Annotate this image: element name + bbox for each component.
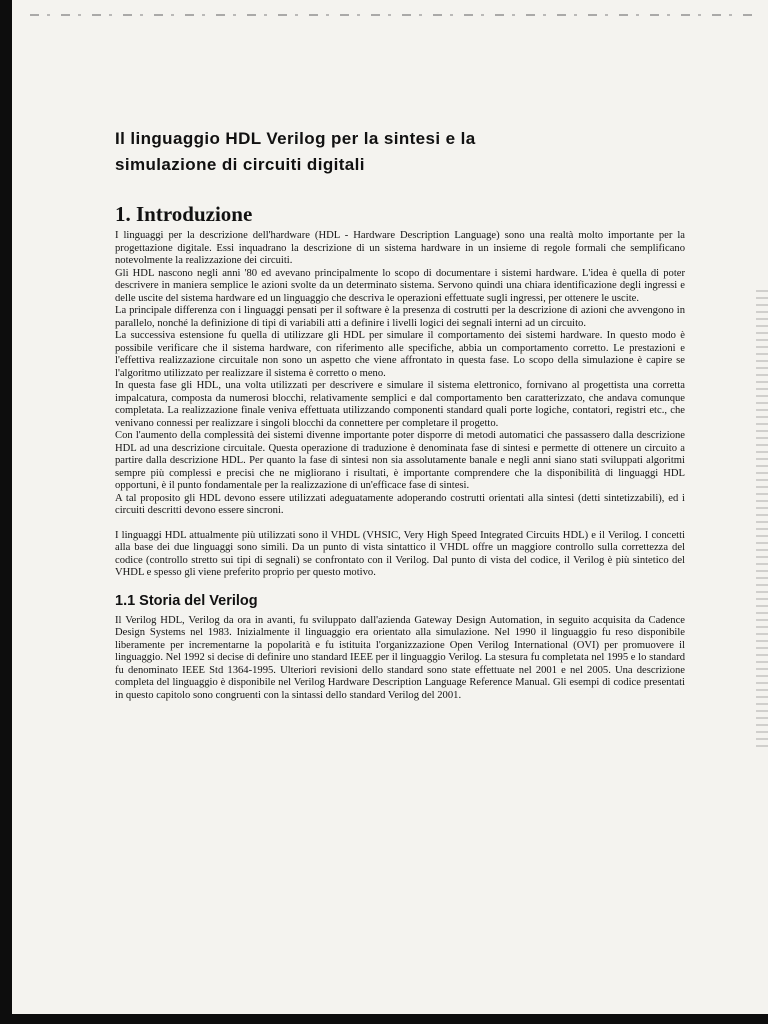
chapter-title-line-1: Il linguaggio HDL Verilog per la sintesi e la: [115, 129, 476, 148]
paragraph-hdl-origins: Gli HDL nascono negli anni '80 ed avevano principalmente lo scopo di documentare i sistemi hardware. L'idea è quella di poter descrivere in maniera semplice le azioni svolte da un determinato sistema. Servono quindi una chiara identificazione degli ingressi e delle uscite del sistema hardware ed un linguaggio che descriva le operazioni effettuate sugli ingressi, per ottenere le uscite.: [115, 267, 685, 304]
scan-left-edge: [0, 0, 12, 1024]
paragraph-synthesis: Con l'aumento della complessità dei sistemi divenne importante poter disporre di metodi automatici che passassero dalla descrizione HDL ad una descrizione circuitale. Questa operazione di traduzione è denominata fase di sintesi e permette di ottenere un circuito a partire dalla descrizione HDL. Per quanto la fase di sintesi non sia assolutamente banale e negli anni siano stati sviluppati algoritmi sempre più complessi e precisi che ne migliorano i risultati, è importante comprendere che la disponibilità di linguaggi HDL opportuni, è il punto fondamentale per la realizzazione di un'efficace fase di sintesi.: [115, 430, 685, 491]
paragraph-simulation: La successiva estensione fu quella di utilizzare gli HDL per simulare il comportamento dei sistemi hardware. In questo modo è possibile verificare che il sistema hardware, con riferimento alle specifiche, abbia un comportamento corretto. Le prestazioni e l'effettiva realizzazione circuitale non sono un aspetto che viene affrontato in questa fase. Lo scopo della simulazione è capire se l'algoritmo utilizzato per realizzare il sistema è corretto o meno.: [115, 330, 685, 379]
document-page: [115, 126, 685, 702]
chapter-title: [115, 126, 685, 178]
paragraph-vhdl-verilog: I linguaggi HDL attualmente più utilizzati sono il VHDL (VHSIC, Very High Speed Integrated Circuits HDL) e il Verilog. I concetti alla base dei due linguaggi sono simili. Da un punto di vista sintattico il VHDL offre un maggiore controllo sulla correttezza del codice (controllo stretto sui tipi di segnali) se confrontato con il Verilog. Dal punto di vista del codice, il Verilog è più sintetico del VHDL e spesso gli viene preferito proprio per questo motivo.: [115, 529, 685, 578]
paragraph-software-differences: La principale differenza con i linguaggi pensati per il software è la presenza di costrutti per la descrizione di azioni che avvengono in parallelo, nonché la definizione di tipi di variabili atti a definire i livelli logici dei segnali interni ad un circuito.: [115, 305, 685, 329]
paragraph-verilog-history: Il Verilog HDL, Verilog da ora in avanti, fu sviluppato dall'azienda Gateway Design Automation, in seguito acquisita da Cadence Design Systems nel 1983. Inizialmente il linguaggio era orientato alla simulazione. Nel 1990 il linguaggio fu reso disponibile liberamente per incrementarne la popolarità e fu istituita l'organizzazione Open Verilog International (OVI) per promuovere il linguaggio. Nel 1992 si decise di definire uno standard IEEE per il linguaggio Verilog. La stesura fu completata nel 1995 e lo standard fu denominato IEEE Std 1364-1995. Ulteriori revisioni dello standard sono state effettuate nel 2001 e nel 2005. Una descrizione completa del linguaggio è disponibile nel Verilog Hardware Description Language Reference Manual. Gli esempi di codice presentati in questo capitolo sono congruenti con la sintassi dello standard Verilog del 2001.: [115, 614, 685, 701]
chapter-title-line-2: simulazione di circuiti digitali: [115, 155, 365, 174]
section-heading-introduzione: 1. Introduzione: [115, 202, 253, 226]
section-heading-storia-verilog: 1.1 Storia del Verilog: [115, 592, 258, 609]
paragraph-synthesizable: A tal proposito gli HDL devono essere utilizzati adeguatamente adoperando costrutti orientati alla sintesi (detti sintetizzabili), ed i circuiti descritti devono essere sincroni.: [115, 492, 685, 516]
scan-right-noise: [756, 290, 768, 750]
paragraph-hdl-definition: I linguaggi per la descrizione dell'hardware (HDL - Hardware Description Language) sono una realtà molto importante per la progettazione digitale. Essi inquadrano la descrizione di un sistema hardware in un insieme di regole formali che semplificano notevolmente la realizzazione dei circuiti.: [115, 230, 685, 266]
paragraph-gap: [115, 518, 685, 530]
scan-bottom-edge: [0, 1014, 768, 1024]
scan-top-noise: [30, 14, 760, 16]
paragraph-design-phase: In questa fase gli HDL, una volta utilizzati per descrivere e simulare il sistema elettronico, fornivano al progettista una corretta impalcatura, composta da numerosi blocchi, relativamente semplici e dal comportamento ben caratterizzato, che andava comunque completata. La realizzazione finale veniva effettuata utilizzando componenti standard quali porte logiche, contatori, registri etc., che venivano connessi per realizzare i singoli blocchi da connettere per completare il progetto.: [115, 380, 685, 429]
